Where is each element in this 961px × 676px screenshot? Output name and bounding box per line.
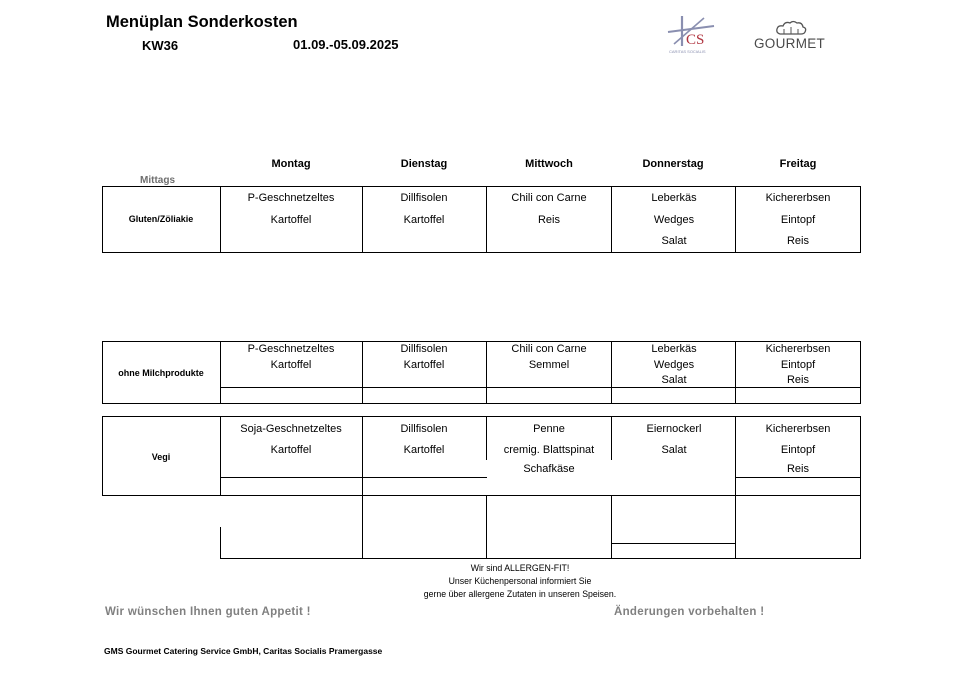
menu-item: Kartoffel <box>403 444 445 456</box>
row-label-ohne-milch: ohne Milchprodukte <box>118 368 204 378</box>
menu-item: Kichererbsen <box>765 423 831 435</box>
cell-vegi-freitag <box>736 423 860 476</box>
menu-item: Kartoffel <box>270 214 312 226</box>
menu-item: Reis <box>537 214 560 226</box>
menu-item: Salat <box>661 374 687 386</box>
allergen-line: gerne über allergene Zutaten in unseren Speisen. <box>423 589 617 600</box>
cell-vegi-dienstag <box>362 423 486 457</box>
row-label-gluten: Gluten/Zöliakie <box>128 214 194 224</box>
cell-ohne-milch-donnerstag <box>612 343 736 387</box>
menu-item: Dillfisolen <box>400 192 448 204</box>
gourmet-logo-text: GOURMET <box>754 36 826 51</box>
menu-item: P-Geschnetzeltes <box>247 343 335 355</box>
menu-item: Dillfisolen <box>400 343 448 355</box>
menu-item: Reis <box>786 463 809 475</box>
day-header-mittwoch: Mittwoch <box>525 158 573 170</box>
cell-gluten-freitag <box>736 192 860 248</box>
cell-gluten-dienstag <box>362 192 486 227</box>
menu-item: Kartoffel <box>403 359 445 371</box>
day-header-freitag: Freitag <box>779 158 817 170</box>
cell-ohne-milch-mittwoch <box>487 343 611 372</box>
menu-item: Salat <box>661 444 687 456</box>
menu-item: Soja-Geschnetzeltes <box>240 423 342 435</box>
menu-item: Eintopf <box>780 359 816 371</box>
cell-ohne-milch-montag <box>229 343 353 372</box>
changes-notice: Änderungen vorbehalten ! <box>614 606 765 618</box>
cell-vegi-donnerstag <box>612 423 736 457</box>
menu-item: Eintopf <box>780 444 816 456</box>
menu-item: Kichererbsen <box>765 192 831 204</box>
cs-logo-subtext: CARITAS SOCIALIS <box>669 49 706 54</box>
menu-item: Leberkäs <box>651 343 697 355</box>
day-header-dienstag: Dienstag <box>400 158 448 170</box>
menu-item: Reis <box>786 235 809 247</box>
menu-item: cremig. Blattspinat <box>503 444 595 456</box>
caritas-socialis-logo <box>664 12 720 56</box>
menu-item: Wedges <box>653 359 695 371</box>
menu-item: Kartoffel <box>270 444 312 456</box>
cs-logo-text: CS <box>686 32 705 48</box>
menu-item: Semmel <box>528 359 570 371</box>
menu-item: Chili con Carne <box>511 343 587 355</box>
cell-gluten-mittwoch <box>487 192 611 227</box>
calendar-week: KW36 <box>142 38 179 53</box>
menu-item: Schafkäse <box>523 463 575 475</box>
day-header-donnerstag: Donnerstag <box>642 158 704 170</box>
menu-item: Kartoffel <box>270 359 312 371</box>
allergen-line: Wir sind ALLERGEN-FIT! <box>470 563 570 574</box>
appetit-message: Wir wünschen Ihnen guten Appetit ! <box>105 606 311 618</box>
allergen-line: Unser Küchenpersonal informiert Sie <box>448 576 592 587</box>
menu-item: P-Geschnetzeltes <box>247 192 335 204</box>
cell-vegi-montag <box>229 423 353 457</box>
cell-gluten-donnerstag <box>612 192 736 248</box>
page-title: Menüplan Sonderkosten <box>106 13 298 31</box>
menu-item: Reis <box>786 374 809 386</box>
cell-gluten-montag <box>229 192 353 227</box>
cell-ohne-milch-dienstag <box>362 343 486 372</box>
menu-item: Salat <box>661 235 687 247</box>
menu-item: Leberkäs <box>651 192 697 204</box>
cell-vegi-mittwoch <box>487 423 611 476</box>
meal-time-label: Mittags <box>140 175 175 186</box>
menu-item: Kartoffel <box>403 214 445 226</box>
menu-item: Chili con Carne <box>511 192 587 204</box>
menu-item: Kichererbsen <box>765 343 831 355</box>
allergen-notice <box>391 562 649 601</box>
menu-item: Penne <box>533 423 565 435</box>
company-name: GMS Gourmet Catering Service GmbH, Caritas Socialis Pramergasse <box>104 646 383 656</box>
menu-item: Wedges <box>653 214 695 226</box>
menu-item: Eintopf <box>780 214 816 226</box>
menu-item: Dillfisolen <box>400 423 448 435</box>
day-header-montag: Montag <box>271 158 311 170</box>
menu-item: Eiernockerl <box>646 423 702 435</box>
date-range: 01.09.-05.09.2025 <box>293 37 399 52</box>
row-label-vegi: Vegi <box>151 452 171 462</box>
cell-ohne-milch-freitag <box>736 343 860 387</box>
